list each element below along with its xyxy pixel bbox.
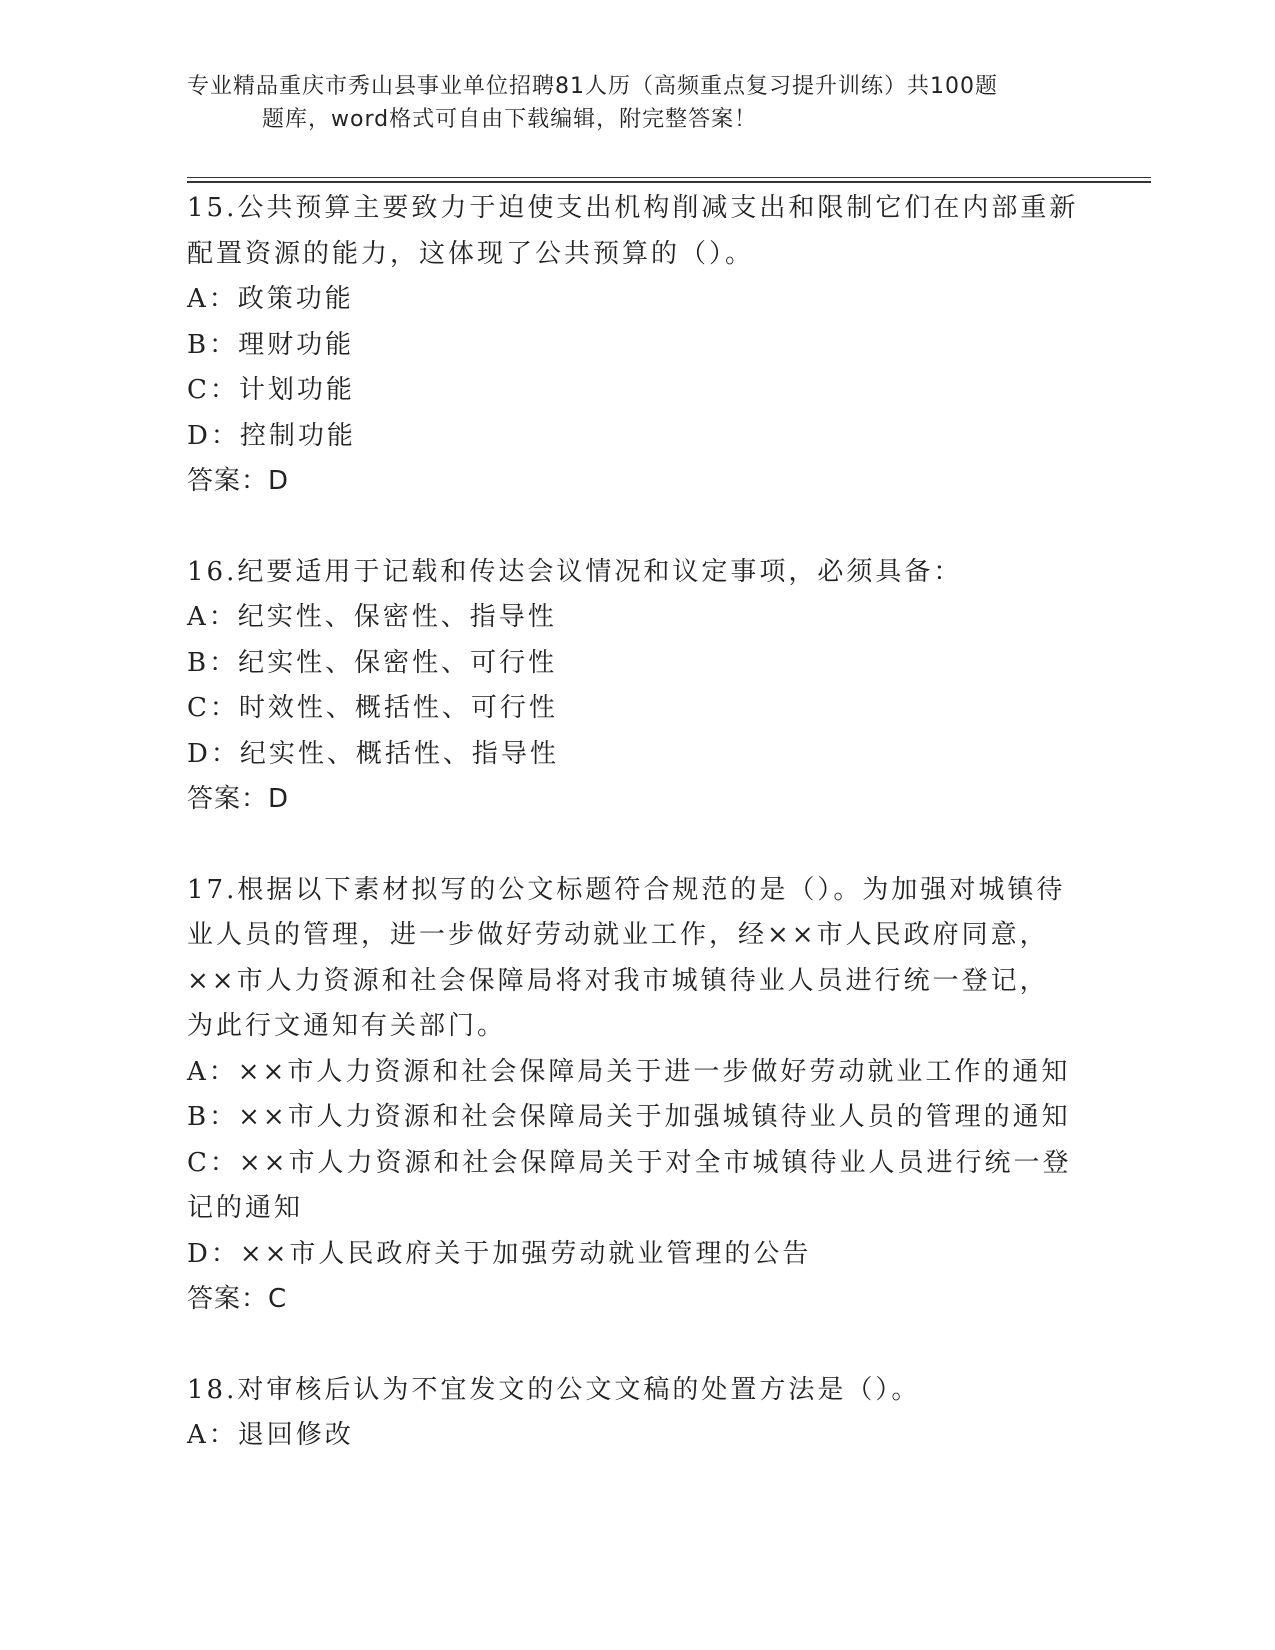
spacer [187, 505, 1087, 550]
header-divider-thick [187, 181, 1151, 183]
option-c: C：时效性、概括性、可行性 [187, 693, 558, 723]
question-16 [187, 550, 1087, 823]
question-stem-line: 16.纪要适用于记载和传达会议情况和议定事项，必须具备： [187, 556, 963, 587]
question-stem-line: 17.根据以下素材拟写的公文标题符合规范的是（）。为加强对城镇待 [187, 874, 1066, 905]
answer: 答案：D [187, 466, 290, 496]
option-b: B：××市人力资源和社会保障局关于加强城镇待业人员的管理的通知 [187, 1102, 1071, 1132]
option-a: A：政策功能 [187, 284, 354, 314]
question-17 [187, 868, 1087, 1323]
option-d: D：纪实性、概括性、指导性 [187, 738, 559, 769]
header-title-line2: 题库，word格式可自由下载编辑，附完整答案！ [262, 107, 758, 132]
option-c: C：××市人力资源和社会保障局关于对全市城镇待业人员进行统一登 [187, 1147, 1072, 1178]
question-stem-line: ××市人力资源和社会保障局将对我市城镇待业人员进行统一登记， [187, 965, 1049, 996]
question-18 [187, 1368, 1087, 1459]
question-15 [187, 186, 1087, 505]
header-divider-thin [187, 177, 1151, 178]
question-stem-line: 15.公共预算主要致力于迫使支出机构削减支出和限制它们在内部重新 [187, 193, 1079, 223]
question-stem-line: 为此行文通知有关部门。 [187, 1011, 507, 1041]
header-title-line1: 专业精品重庆市秀山县事业单位招聘81人历（高频重点复习提升训练）共100题 [187, 74, 998, 99]
option-d: D：控制功能 [187, 420, 356, 451]
option-a: A：××市人力资源和社会保障局关于进一步做好劳动就业工作的通知 [187, 1056, 1071, 1087]
option-a: A：纪实性、保密性、指导性 [187, 602, 557, 632]
question-stem-line: 配置资源的能力，这体现了公共预算的（）。 [187, 238, 755, 269]
option-d: D：××市人民政府关于加强劳动就业管理的公告 [187, 1238, 812, 1269]
spacer [187, 1323, 1087, 1368]
option-b: B：理财功能 [187, 329, 355, 360]
question-list [187, 186, 1087, 1459]
option-a: A：退回修改 [187, 1420, 354, 1450]
answer: 答案：C [187, 1284, 288, 1314]
question-stem-line: 业人员的管理，进一步做好劳动就业工作，经××市人民政府同意， [187, 920, 1049, 950]
option-c-continued: 记的通知 [187, 1193, 304, 1223]
spacer [187, 823, 1087, 868]
document-header [187, 70, 1067, 136]
option-b: B：纪实性、保密性、可行性 [187, 647, 558, 678]
option-c: C：计划功能 [187, 375, 355, 405]
answer: 答案：D [187, 784, 290, 814]
question-stem-line: 18.对审核后认为不宜发文的公文文稿的处置方法是（）。 [187, 1374, 921, 1405]
